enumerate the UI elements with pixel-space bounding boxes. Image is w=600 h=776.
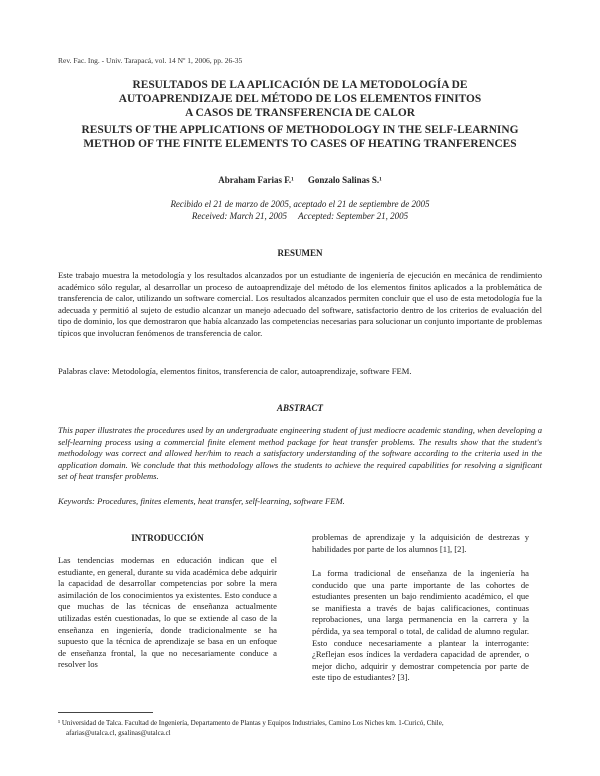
dates [0,198,600,222]
dates-spanish: Recibido el 21 de marzo de 2005, aceptado el 21 de septiembre de 2005 [170,199,430,209]
footnote-divider [58,712,153,713]
author-name: Abraham Farias F.¹ [218,175,294,185]
spanish-title-line: A CASOS DE TRANSFERENCIA DE CALOR [185,107,415,119]
intro-left-column: Las tendencias modernas en educación indican que el estudiante, en general, durante su vida académica debe adquirir la capacidad de desarrollar competencias por sobre la mera asimilación de los conocimientos ya existentes. Esto conduce a que muchas de las técnicas de enseñanza actualmente utilizadas estén cuestionadas, lo que se extiende al caso de la enseñanza en ingeniería, donde tradicionalmente se ha supuesto que la técnica de aprendizaje se basa en un enfoque de enseñanza frontal, la que no necesariamente conduce a resolver los [58,555,277,670]
author-name: Gonzalo Salinas S.¹ [307,175,382,185]
spanish-title [60,78,540,120]
english-title-line: METHOD OF THE FINITE ELEMENTS TO CASES OF HEATING TRANFERENCES [83,138,517,150]
dates-english: Received: March 21, 2005 Accepted: September 21, 2005 [191,211,409,221]
abstract-body: This paper illustrates the procedures used by an undergraduate engineering student of just mediocre academic standing, when developing a self-learning process using a commercial finite element method package for heat transfer problems. The results show that the student's methodology was correct and allowed her/him to reach a satisfactory understanding of the software according to the criteria used in the application domain. We conclude that this methodology allows the students to achieve the required capabilities for resolving a significant set of heat transfer problems. [58,425,542,482]
spanish-title-line: RESULTADOS DE LA APLICACIÓN DE LA METODOLOGÍA DE [132,79,468,91]
running-head: Rev. Fac. Ing. - Univ. Tarapacá, vol. 14 Nº 1, 2006, pp. 26-35 [58,56,243,65]
introduction-heading: INTRODUCCIÓN [131,533,204,543]
resumen-keywords: Palabras clave: Metodología, elementos finitos, transferencia de calor, autoaprendizaje, software FEM. [58,366,412,376]
footnote-emails: afarias@utalca.cl, gsalinas@utalca.cl [66,729,171,737]
intro-right-para-1: problemas de aprendizaje y la adquisición de destrezas y habilidades por parte de los alumnos [1], [2]. [312,532,529,554]
footnote-line: ¹ Universidad de Talca. Facultad de Ingeniería, Departamento de Plantas y Equipos Industriales, Camino Los Niches km. 1-Curicó, Chile, [58,719,444,727]
english-title [60,123,540,151]
intro-right-para-2: La forma tradicional de enseñanza de la ingeniería ha conducido que una parte importante de las cohortes de estudiantes presenten un bajo rendimiento académico, el que se manifiesta a través de bajas calificaciones, continuas reprobaciones, una larga permanencia en la carrera y la pérdida, ya sea temporal o total, de calidad de alumno regular. Esto conduce necesariamente a plantear la interrogante: ¿Reflejan esos índices la verdadera capacidad de aprender, o mejor dicho, adquirir y demostrar competencia por parte de este tipo de estudiantes? [3]. [312,568,529,683]
english-title-line: RESULTS OF THE APPLICATIONS OF METHODOLOGY IN THE SELF-LEARNING [81,124,519,136]
authors [0,175,600,185]
resumen-body: Este trabajo muestra la metodología y los resultados alcanzados por un estudiante de ingeniería de ejecución en mecánica de rendimiento académico sólo regular, al desarrollar un proceso de autoaprendizaje del método de los elementos finitos aplicados a la problemática de transferencia de calor, utilizando un software comercial. Los resultados alcanzados permiten concluir que el uso de esta metodología fue la adecuada y permitió al sujeto de estudio alcanzar un manejo adecuado del software, satisfactorio dentro de los criterios de evaluación del tipo de dominio, los que demostraron que había alcanzado las competencias necesarias para solucionar un conjunto importante de problemas típicos que involucran fenómenos de transferencia de calor. [58,270,542,338]
footnote [58,718,542,738]
resumen-heading: RESUMEN [277,248,323,258]
abstract-heading: ABSTRACT [276,403,323,413]
abstract-keywords: Keywords: Procedures, finites elements, heat transfer, self-learning, software FEM. [58,496,345,506]
spanish-title-line: AUTOAPRENDIZAJE DEL MÉTODO DE LOS ELEMENTOS FINITOS [118,93,482,105]
